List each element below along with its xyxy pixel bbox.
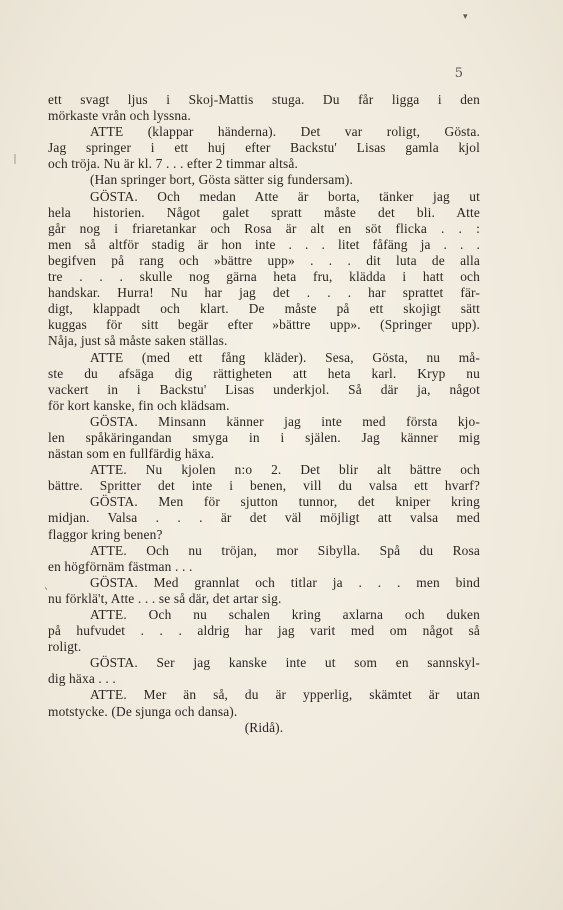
text-line: ATTE. Och nu schalen kring axlarna och duken bbox=[90, 607, 480, 622]
text-line: mörkaste vrån och lyssna. bbox=[48, 108, 191, 124]
text-line: GÖSTA. Och medan Atte är borta, tänker jag ut bbox=[90, 188, 480, 204]
text-line: hela historien. Något galet spratt måste det bli. Atte bbox=[48, 204, 480, 220]
text-line: bättre. Spritter det inte i benen, vill du valsa ett hvarf? bbox=[48, 478, 480, 494]
text-line: ATTE (klappar händerna). Det var roligt, Gösta. bbox=[90, 124, 480, 140]
page-number: 5 bbox=[454, 66, 463, 81]
text-line: för kort kanske, fin och klädsam. bbox=[48, 397, 230, 413]
text-line: ATTE. Nu kjolen n:o 2. Det blir alt bättre och bbox=[90, 462, 480, 478]
text-line: GÖSTA. Men för sjutton tunnor, det kniper kring bbox=[90, 494, 480, 510]
text-line: (Han springer bort, Gösta sätter sig fundersam). bbox=[90, 172, 354, 188]
text-line: ATTE. Och nu tröjan, mor Sibylla. Spå du Rosa bbox=[90, 542, 480, 558]
text-line: och tröja. Nu är kl. 7 . . . efter 2 timmar altså. bbox=[48, 156, 298, 172]
margin-tick-mark: ˋ bbox=[44, 588, 49, 599]
text-line: ATTE. Mer än så, du är ypperlig, skämtet är utan bbox=[90, 687, 480, 703]
text-line: begifven på rang och »bättre upp» . . . dit luta de alla bbox=[48, 252, 480, 268]
text-line: (Ridå). bbox=[244, 719, 284, 735]
text-line: på hufvudet . . . aldrig har jag varit med om något så bbox=[48, 623, 480, 639]
text-line: GÖSTA. Med grannlat och titlar ja . . . men bind bbox=[90, 574, 480, 590]
text-line: dig häxa . . . bbox=[48, 671, 116, 687]
text-line: flaggor kring benen? bbox=[48, 526, 163, 542]
play-text-block bbox=[48, 92, 480, 736]
text-line: midjan. Valsa . . . är det väl möjligt att valsa med bbox=[48, 510, 480, 526]
text-line: vackert in i Backstu' Lisas underkjol. Så där ja, något bbox=[48, 381, 480, 397]
text-line: handskar. Hurra! Nu har jag det . . . har sprattet fär- bbox=[48, 285, 480, 301]
text-line: nästan som en fullfärdig häxa. bbox=[48, 446, 215, 462]
text-line: GÖSTA. Ser jag kanske inte ut som en sannskyl- bbox=[90, 655, 480, 671]
text-line: Jag springer i ett huj efter Backstu' Lisas gamla kjol bbox=[48, 140, 480, 156]
text-line: digt, klappadt och klart. De måste på ett skojigt sätt bbox=[48, 301, 480, 317]
text-line: nu förklä't, Atte . . . se så där, det artar sig. bbox=[48, 590, 282, 606]
text-line: roligt. bbox=[48, 639, 82, 655]
text-line: GÖSTA. Minsann känner jag inte med första kjo- bbox=[90, 413, 480, 429]
text-line: går nog i friaretankar och Rosa är alt en söt flicka . . : bbox=[48, 220, 480, 236]
text-line: ATTE (med ett fång kläder). Sesa, Gösta, nu må- bbox=[90, 349, 480, 365]
text-line: motstycke. (De sjunga och dansa). bbox=[48, 703, 238, 719]
text-line: men så altför stadig är hon inte . . . litet fåfäng ja . . . bbox=[48, 236, 480, 252]
text-line: tre . . . skulle nog gärna heta fru, klädda i hatt och bbox=[48, 269, 480, 285]
text-line: len spåkäringandan smyga in i själen. Jag känner mig bbox=[48, 429, 480, 445]
margin-mark bbox=[14, 154, 16, 164]
print-mark: ▾ bbox=[463, 12, 468, 22]
text-line: en högförnäm fästman . . . bbox=[48, 558, 193, 574]
text-line: kuggas för sitt begär efter »bättre upp». (Springer upp). bbox=[48, 317, 480, 333]
text-line: ste du afsäga dig rättigheten att heta karl. Kryp nu bbox=[48, 365, 480, 381]
text-line: ett svagt ljus i Skoj-Mattis stuga. Du får ligga i den bbox=[48, 92, 480, 107]
text-line: Nåja, just så måste saken ställas. bbox=[48, 333, 228, 349]
